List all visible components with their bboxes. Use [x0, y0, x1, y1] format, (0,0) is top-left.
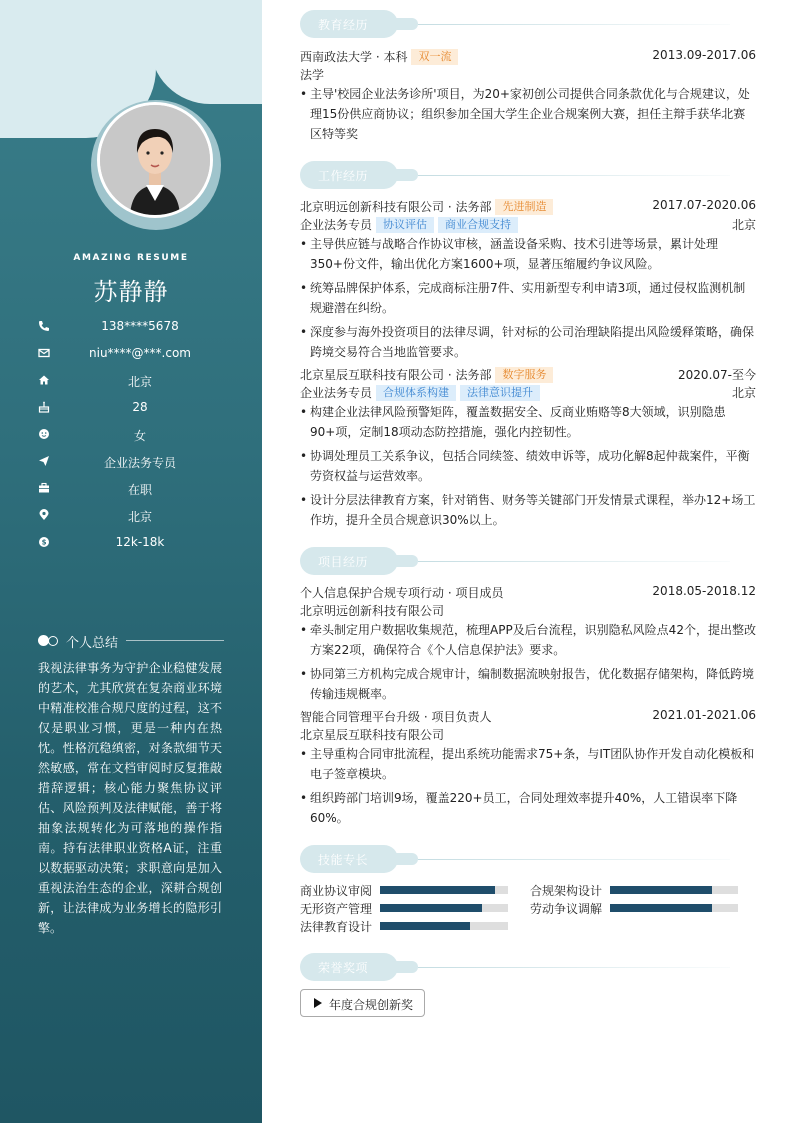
skill-bar	[610, 904, 738, 912]
project-org-row	[300, 602, 756, 620]
industry-tag: 先进制造	[495, 199, 553, 215]
section-title: 教育经历	[318, 18, 369, 32]
section-title: 技能专长	[318, 853, 369, 867]
school-name: 西南政法大学 · 本科	[300, 50, 408, 64]
home-icon	[38, 374, 50, 386]
decorative-shape	[150, 0, 262, 104]
section-header-awards	[300, 953, 730, 983]
work-header	[300, 198, 756, 216]
avatar	[97, 102, 213, 218]
skill-name: 法律教育设计	[300, 920, 373, 934]
skill-bar	[380, 922, 508, 930]
info-phone: 138****5678	[38, 318, 248, 336]
skill-bar	[610, 886, 738, 894]
skill-name: 商业协议审阅	[300, 884, 373, 898]
project-org-row	[300, 726, 756, 744]
info-email: niu****@***.com	[38, 345, 248, 363]
work-role-row	[300, 384, 756, 402]
role: 企业法务专员	[300, 386, 373, 400]
list-item: • 主导重构合同审批流程，提出系统功能需求75+条，与IT团队协作开发自动化模板和电子签章模块。	[300, 744, 756, 784]
project-org: 北京明远创新科技有限公司	[300, 604, 445, 618]
work-city: 北京	[731, 218, 756, 232]
project-header	[300, 584, 756, 602]
section-header-project	[300, 547, 730, 577]
play-icon	[314, 998, 322, 1008]
list-item: • 构建企业法律风险预警矩阵，覆盖数据安全、反商业贿赂等8大领域，识别隐患90+项，定制18项动态防控措施，强化内控韧性。	[300, 402, 756, 442]
info-gender: 女	[38, 426, 248, 444]
location-icon	[38, 509, 50, 521]
list-item: • 设计分层法律教育方案，针对销售、财务等关键部门开发情景式课程，举办12+场工作坊，提升全员合规意识30%以上。	[300, 490, 756, 530]
list-item: • 协调处理员工关系争议，包括合同续签、绩效申诉等，成功化解8起仲裁案件，平衡劳资权益与运营效率。	[300, 446, 756, 486]
skill-name: 劳动争议调解	[530, 902, 603, 916]
education-header	[300, 48, 756, 66]
education-date: 2013.09-2017.06	[652, 48, 756, 62]
list-item: • 组织跨部门培训9场，覆盖220+员工，合同处理效率提升40%，人工错误率下降60%。	[300, 788, 756, 828]
company-name: 北京星辰互联科技有限公司 · 法务部	[300, 368, 492, 382]
mail-icon	[38, 347, 50, 359]
sidebar	[0, 0, 262, 1123]
skill-bar	[380, 904, 508, 912]
work-date: 2020.07-至今	[678, 368, 756, 382]
project-date: 2018.05-2018.12	[652, 584, 756, 598]
candidate-name: 苏静静	[93, 278, 169, 306]
company-name: 北京明远创新科技有限公司 · 法务部	[300, 200, 492, 214]
info-position: 企业法务专员	[38, 453, 248, 471]
list-item: • 牵头制定用户数据收集规范，梳理APP及后台流程，识别隐私风险点42个，提出整改方案22项，确保符合《个人信息保护法》要求。	[300, 620, 756, 660]
skill-bar	[380, 886, 508, 894]
phone-icon	[38, 320, 50, 332]
work-header	[300, 366, 756, 384]
section-title: 项目经历	[318, 555, 369, 569]
section-header-work	[300, 161, 730, 191]
award-name: 年度合规创新奖	[329, 998, 414, 1012]
divider	[126, 640, 224, 641]
list-item: • 主导'校园企业法务诊所'项目，为20+家初创公司提供合同条款优化与合规建议，处理15份供应商协议；组织参加全国大学生企业合规案例大赛，担任主辩手获华北赛区特等奖	[300, 84, 756, 144]
info-status: 在职	[38, 480, 248, 498]
work-date: 2017.07-2020.06	[652, 198, 756, 212]
section-title: 工作经历	[318, 169, 369, 183]
skill-name: 无形资产管理	[300, 902, 373, 916]
project-date: 2021.01-2021.06	[652, 708, 756, 722]
summary-header	[38, 632, 224, 650]
list-item: • 主导供应链与战略合作协议审核，涵盖设备采购、技术引进等场景，累计处理350+份文件，输出优化方案1600+项，显著压缩履约争议风险。	[300, 234, 756, 274]
dots-icon	[38, 635, 60, 647]
summary-title: 个人总结	[66, 636, 119, 651]
list-item: • 统筹品牌保护体系，完成商标注册7件、实用新型专利申请3项，通过侵权监测机制规避潜在纠纷。	[300, 278, 756, 318]
project-title: 智能合同管理平台升级 · 项目负责人	[300, 710, 492, 724]
gender-icon	[38, 428, 50, 440]
section-header-education	[300, 10, 730, 40]
salary-icon	[38, 536, 50, 548]
skill-tag: 合规体系构建	[376, 385, 456, 401]
skill-name: 合规架构设计	[530, 884, 603, 898]
role: 企业法务专员	[300, 218, 373, 232]
info-location: 北京	[38, 507, 248, 525]
section-header-skills	[300, 845, 730, 875]
main-content	[300, 0, 758, 1123]
cake-icon	[38, 401, 50, 413]
project-org: 北京星辰互联科技有限公司	[300, 728, 445, 742]
skill-tag: 协议评估	[376, 217, 434, 233]
tagline: AMAZING RESUME	[73, 253, 189, 263]
skill-tag: 法律意识提升	[460, 385, 540, 401]
list-item: • 深度参与海外投资项目的法律尽调，针对标的公司治理缺陷提出风险缓释策略，确保跨境交易符合当地监管要求。	[300, 322, 756, 362]
briefcase-icon	[38, 482, 50, 494]
skill-tag: 商业合规支持	[438, 217, 518, 233]
section-title: 荣誉奖项	[318, 961, 369, 975]
list-item: • 协同第三方机构完成合规审计，编制数据流映射报告，优化数据存储架构，降低跨境传输违规概率。	[300, 664, 756, 704]
summary-text: 我视法律事务为守护企业稳健发展的艺术，尤其欣赏在复杂商业环境中精准校准合规尺度的过程，这不仅是职业习惯，更是一种内在热忱。性格沉稳缜密，对条款细节天然敏感，常在文档审阅时反复推敲措辞逻辑；核心能力聚焦协议评估、风险预判及法律赋能，善于将抽象法规转化为可落地的操作指南。持有法律职业资格A证，注重以数据驱动决策；求职意向是加入重视法治生态的企业，深耕合规创新，让法律成为业务增长的隐形引擎。	[38, 661, 222, 935]
education-major-row	[300, 66, 756, 84]
major: 法学	[300, 68, 325, 82]
award-badge	[300, 989, 425, 1017]
info-age: 28	[38, 399, 248, 417]
send-icon	[38, 455, 50, 467]
svg-text:$: $	[41, 538, 47, 547]
school-tag: 双一流	[411, 49, 458, 65]
project-title: 个人信息保护合规专项行动 · 项目成员	[300, 586, 504, 600]
work-city: 北京	[731, 386, 756, 400]
info-home: 北京	[38, 372, 248, 390]
project-header	[300, 708, 756, 726]
industry-tag: 数字服务	[495, 367, 553, 383]
work-role-row	[300, 216, 756, 234]
info-salary: $ 12k-18k	[38, 534, 248, 552]
